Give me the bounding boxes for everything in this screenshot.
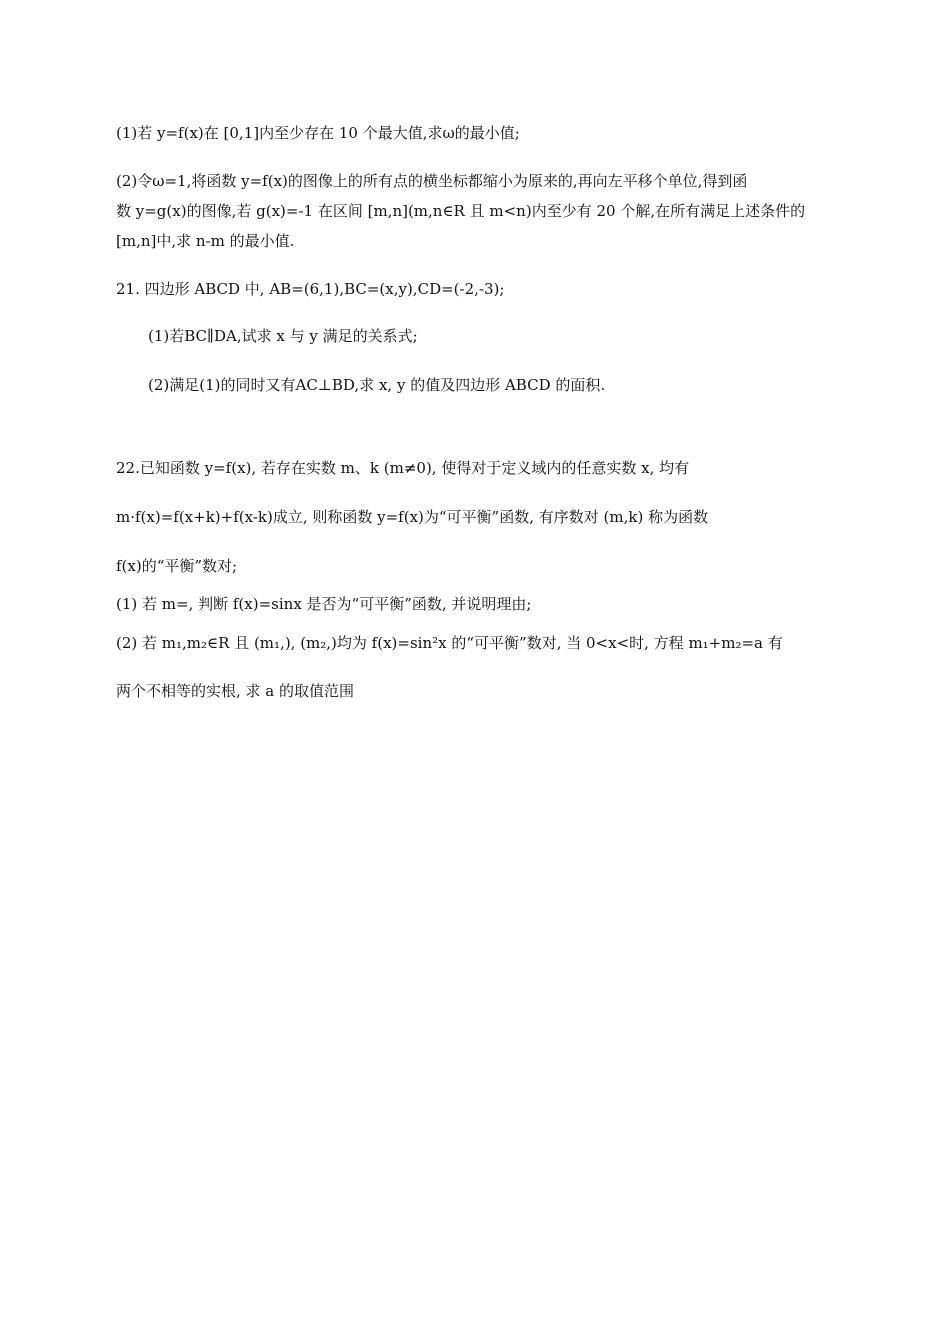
q21-part1: (1)若BC∥DA,试求 x 与 y 满足的关系式; [148, 327, 418, 345]
q20-part2-line2: 数 y=g(x)的图像,若 g(x)=-1 在区间 [m,n](m,n∈R 且 m<n)内至少有 20 个解,在所有满足上述条件的 [116, 202, 806, 220]
q22-part1: (1) 若 m=, 判断 f(x)=sinx 是否为“可平衡”函数, 并说明理由; [116, 595, 532, 613]
q21-stem: 21. 四边形 ABCD 中, AB=(6,1),BC=(x,y),CD=(-2,-3); [116, 280, 505, 298]
q22-stem-line1: 22.已知函数 y=f(x), 若存在实数 m、k (m≠0), 使得对于定义域内的任意实数 x, 均有 [116, 459, 690, 477]
q20-part2-line3: [m,n]中,求 n-m 的最小值. [116, 232, 295, 250]
q22-part2-line2: 两个不相等的实根, 求 a 的取值范围 [116, 682, 355, 700]
q20-part1: (1)若 y=f(x)在 [0,1]内至少存在 10 个最大值,求ω的最小值; [116, 124, 520, 142]
q22-stem-line3: f(x)的“平衡”数对; [116, 557, 238, 575]
q20-part2-line1: (2)令ω=1,将函数 y=f(x)的图像上的所有点的横坐标都缩小为原来的,再向左平移个单位,得到函 [116, 172, 748, 190]
q22-stem-line2: m·f(x)=f(x+k)+f(x-k)成立, 则称函数 y=f(x)为“可平衡”函数, 有序数对 (m,k) 称为函数 [116, 508, 709, 526]
q21-part2: (2)满足(1)的同时又有AC⊥BD,求 x, y 的值及四边形 ABCD 的面积. [148, 376, 606, 394]
q22-part2-line1: (2) 若 m₁,m₂∈R 且 (m₁,), (m₂,)均为 f(x)=sin²x 的“可平衡”数对, 当 0<x<时, 方程 m₁+m₂=a 有 [116, 634, 783, 652]
